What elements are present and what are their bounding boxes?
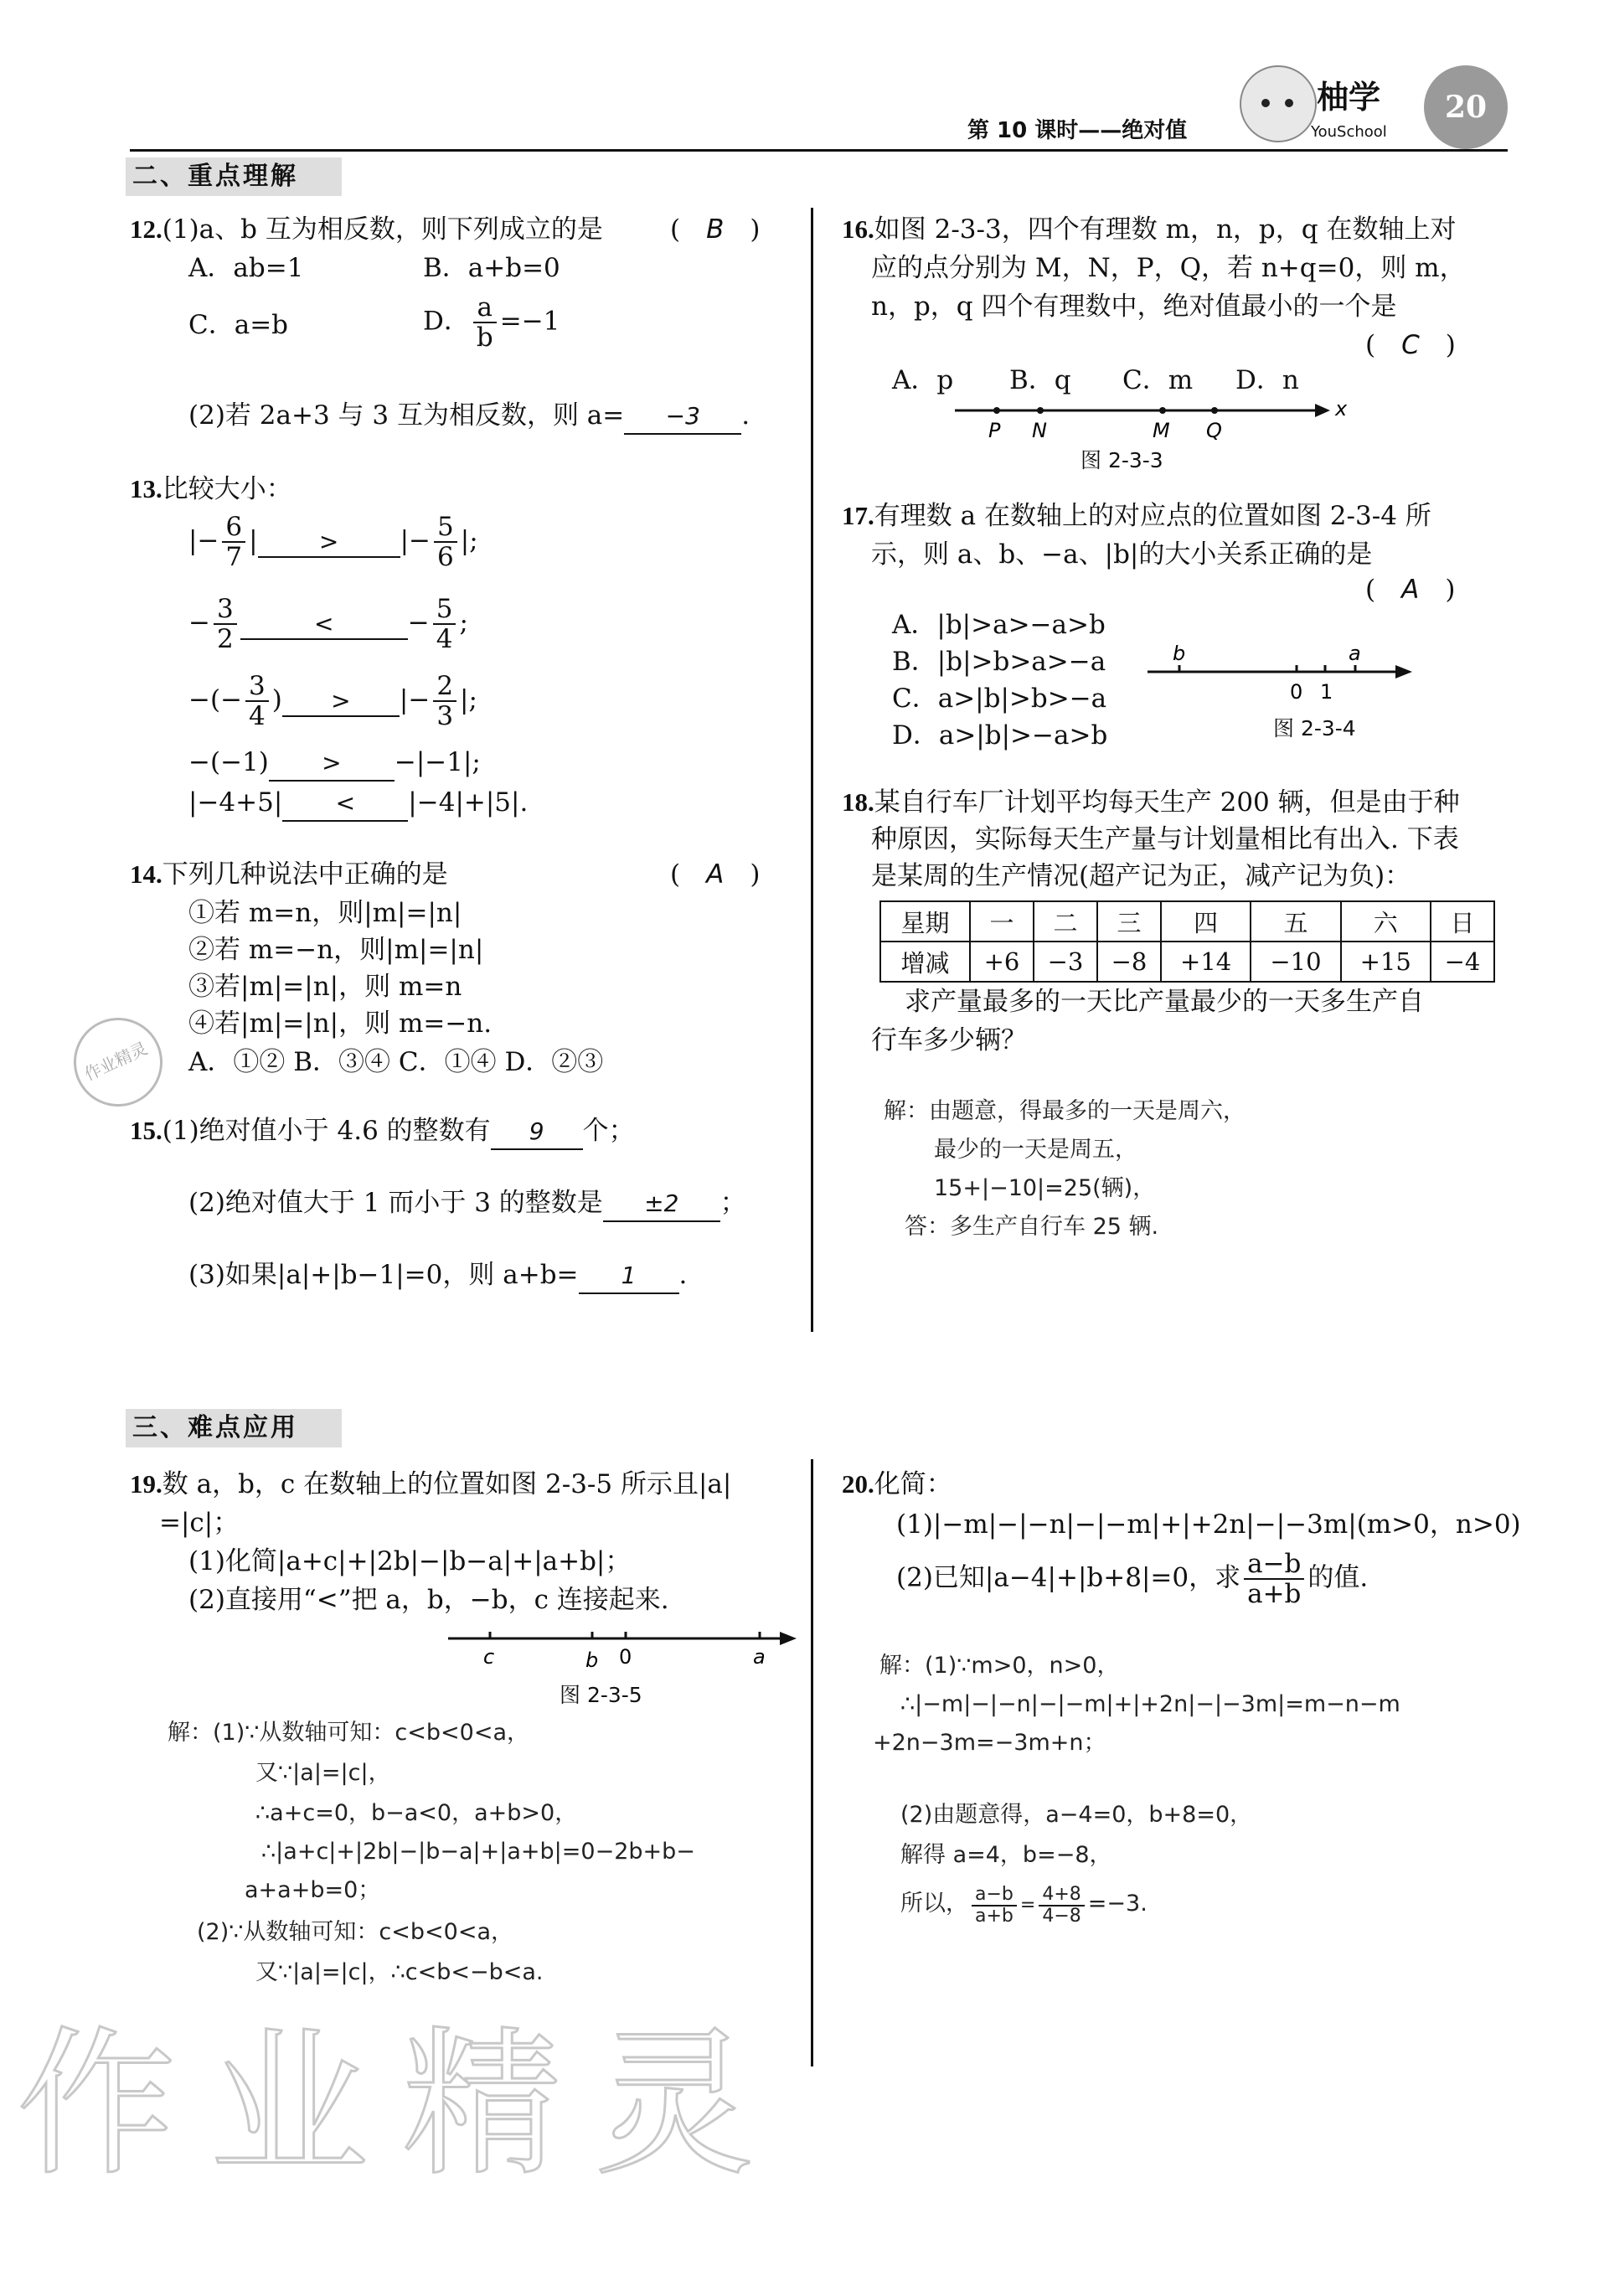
table-header-cell: 一 <box>970 901 1034 942</box>
table-header-row <box>880 901 1494 942</box>
fig234-label-0: 0 <box>1290 680 1303 704</box>
q14-stem: 14.下列几种说法中正确的是 <box>130 859 448 890</box>
table-cell: +6 <box>970 942 1034 982</box>
q19-solution-7: 又∵|a|=|c|，∴c<b<−b<a. <box>255 1959 544 1985</box>
table-cell: −10 <box>1251 942 1340 982</box>
q15-part3: (3)如果|a|+|b−1|=0，则 a+b= 1 . <box>188 1258 687 1294</box>
q14-options: A．①② B．③④ C．①④ D．②③ <box>188 1047 604 1077</box>
fig233-point-m <box>1159 407 1166 414</box>
q19-solution-5: a+a+b=0； <box>245 1877 381 1903</box>
q19-line4: (2)直接用“<”把 a，b，−b，c 连接起来. <box>188 1585 669 1615</box>
q15-part1: 15.(1)绝对值小于 4.6 的整数有 9 个； <box>130 1114 635 1150</box>
table-header-cell: 星期 <box>880 901 970 942</box>
q14-statement-3: ③若|m|=|n|，则 m=n <box>188 972 462 1002</box>
q19-line1: 19.数 a，b，c 在数轴上的位置如图 2-3-5 所示且|a| <box>130 1469 732 1499</box>
q13-stem: 13.比较大小： <box>130 474 292 504</box>
q18-solution-4: 答：多生产自行车 25 辆. <box>905 1214 1159 1240</box>
q20-solution-1: 解：(1)∵m>0，n>0， <box>879 1653 1120 1679</box>
q17-answer-paren: ( A ) <box>1365 575 1456 605</box>
figure-2-3-4-caption: 图 2-3-4 <box>1273 716 1356 740</box>
q19-solution-4: ∴|a+c|+|2b|−|b−a|+|a+b|=0−2b+b− <box>261 1839 695 1865</box>
stamp-text: 作业精灵 <box>81 1038 151 1085</box>
section-header-3: 三、难点应用 <box>126 1409 342 1447</box>
q19-solution-1: 解：(1)∵从数轴可知：c<b<0<a， <box>168 1720 529 1746</box>
q20-stem: 20.化简： <box>842 1469 952 1499</box>
q14-statement-2: ②若 m=−n，则|m|=|n| <box>188 935 484 965</box>
q13-row3: −(− $\frac{3}{4}$ ) > |− $\frac{2}{3}$ |; <box>188 671 477 731</box>
q16-line2: 应的点分别为 M，N，P，Q，若 n+q=0，则 m， <box>871 253 1466 283</box>
page-number: 20 <box>1444 90 1488 125</box>
q18-line2: 种原因，实际每天生产量与计划量相比有出入. 下表 <box>871 824 1459 854</box>
q17-line1: 17.有理数 a 在数轴上的对应点的位置如图 2-3-4 所 <box>842 501 1431 531</box>
q20-solution-2: ∴|−m|−|−n|−|−m|+|+2n|−|−3m|=m−n−m <box>900 1691 1400 1717</box>
q12-option-d: D． $\frac{a}{b}$ =−1 <box>423 292 560 353</box>
q13-row2: − $\frac{3}{2}$ < − $\frac{5}{4}$ ; <box>188 594 468 654</box>
q18-line1: 18.某自行车厂计划平均每天生产 200 辆，但是由于种 <box>842 787 1460 818</box>
q16-option-b: B．q <box>1009 365 1071 395</box>
q19-line3: (1)化简|a+c|+|2b|−|b−a|+|a+b|； <box>188 1546 632 1576</box>
q17-option-c: C．a>|b|>b>−a <box>892 684 1107 714</box>
lesson-title: 第 10 课时——绝对值 <box>967 118 1188 143</box>
q12-option-b: B．a+b=0 <box>423 253 560 283</box>
q18-line3: 是某周的生产情况(超产记为正，减产记为负)： <box>871 861 1411 891</box>
q18-line4: 求产量最多的一天比产量最少的一天多生产自 <box>905 987 1424 1017</box>
fig235-label-a: a <box>753 1645 766 1669</box>
fig233-label-n: N <box>1032 419 1047 442</box>
fig234-arrow <box>1395 665 1412 678</box>
table-cell: −8 <box>1097 942 1161 982</box>
q19-solution-3: ∴a+c=0，b−a<0，a+b>0， <box>255 1800 578 1826</box>
figure-2-3-5-caption: 图 2-3-5 <box>560 1683 642 1707</box>
figure-2-3-4 <box>1139 645 1424 708</box>
q20-solution-4: (2)由题意得，a−4=0，b+8=0， <box>900 1802 1253 1828</box>
table-header-cell: 日 <box>1431 901 1494 942</box>
table-cell: +15 <box>1341 942 1431 982</box>
fig235-arrow <box>780 1632 797 1645</box>
q12-option-a: A．ab=1 <box>188 253 304 283</box>
q17-line2: 示，则 a、b、−a、|b|的大小关系正确的是 <box>871 539 1373 570</box>
fig234-label-b: b <box>1173 645 1186 665</box>
q17-option-d: D．a>|b|>−a>b <box>892 720 1108 751</box>
fig234-label-a: a <box>1349 645 1361 665</box>
column-divider-1 <box>811 208 813 1332</box>
fig235-label-0: 0 <box>619 1645 632 1669</box>
q14-statement-4: ④若|m|=|n|，则 m=−n. <box>188 1009 493 1039</box>
q12-option-c: C．a=b <box>188 310 289 340</box>
table-header-cell: 六 <box>1341 901 1431 942</box>
fig235-label-c: c <box>483 1645 495 1669</box>
q18-solution-1: 解：由题意，得最多的一天是周六， <box>884 1098 1246 1124</box>
table-header-cell: 五 <box>1251 901 1340 942</box>
q20-solution-6: 所以， $\frac{a-b}{a+b}$ = $\frac{4+8}{4-8}$ =−3. <box>900 1884 1148 1927</box>
fig233-axis-label: x <box>1335 397 1348 421</box>
watermark: 作业精灵 <box>17 2012 788 2197</box>
fig233-label-q: Q <box>1206 419 1222 442</box>
table-header-cell: 二 <box>1034 901 1097 942</box>
q16-line3: n，p，q 四个有理数中，绝对值最小的一个是 <box>871 292 1397 322</box>
fig233-point-p <box>993 407 1000 414</box>
q19-line2: =|c|； <box>159 1508 240 1538</box>
fig233-label-p: P <box>988 419 1001 442</box>
q13-row4: −(−1) > −|−1|; <box>188 746 481 782</box>
q14-answer-paren: ( A ) <box>670 859 761 890</box>
q15-part2: (2)绝对值大于 1 而小于 3 的整数是 ±2 ； <box>188 1186 746 1222</box>
table-header-cell: 三 <box>1097 901 1161 942</box>
q16-option-a: A．p <box>892 365 954 395</box>
q18-line5: 行车多少辆？ <box>871 1025 1027 1055</box>
fig233-point-q <box>1211 407 1218 414</box>
q17-option-a: A．|b|>a>−a>b <box>892 610 1106 640</box>
q16-answer-paren: ( C ) <box>1365 330 1456 360</box>
section-header-2: 二、重点理解 <box>126 157 342 196</box>
q19-solution-2: 又∵|a|=|c|， <box>255 1760 391 1786</box>
q18-solution-2: 最少的一天是周五， <box>934 1137 1137 1163</box>
fig233-label-m: M <box>1153 419 1170 442</box>
header-rule <box>130 149 1508 152</box>
figure-2-3-5 <box>440 1625 808 1675</box>
q16-option-d: D．n <box>1235 365 1299 395</box>
table-row <box>880 942 1494 982</box>
table-cell: −4 <box>1431 942 1494 982</box>
mascot-eye-left <box>1261 99 1270 107</box>
q12-part2: (2)若 2a+3 与 3 互为相反数，则 a= −3 . <box>188 399 750 435</box>
table-cell: +14 <box>1161 942 1251 982</box>
fig233-arrow <box>1315 404 1330 417</box>
production-table <box>879 900 1495 983</box>
brand-name: 柚学 <box>1317 79 1381 116</box>
stamp <box>59 1004 178 1122</box>
q19-solution-6: (2)∵从数轴可知：c<b<0<a， <box>197 1919 513 1945</box>
q16-line1: 16.如图 2-3-3，四个有理数 m，n，p，q 在数轴上对 <box>842 214 1457 245</box>
q16-option-c: C．m <box>1122 365 1194 395</box>
q12-answer-paren: ( B ) <box>670 214 761 245</box>
q18-solution-3: 15+|−10|=25(辆)， <box>934 1175 1156 1201</box>
q13-row1: |− $\frac{6}{7}$ | > |− $\frac{5}{6}$ |; <box>188 512 478 572</box>
table-cell: 增减 <box>880 942 970 982</box>
mascot-eye-right <box>1285 99 1293 107</box>
q20-part1: (1)|−m|−|−n|−|−m|+|+2n|−|−3m|(m>0，n>0) <box>896 1509 1521 1540</box>
q17-option-b: B．|b|>b>a>−a <box>892 647 1106 677</box>
brand-mascot <box>1240 65 1317 142</box>
fig233-point-n <box>1037 407 1044 414</box>
q20-solution-5: 解得 a=4，b=−8， <box>900 1842 1112 1868</box>
fig234-label-1: 1 <box>1320 680 1333 704</box>
q20-solution-3: +2n−3m=−3m+n； <box>873 1730 1106 1756</box>
figure-2-3-3-caption: 图 2-3-3 <box>1081 448 1163 472</box>
q12-stem: 12.(1)a、b 互为相反数，则下列成立的是 <box>130 214 603 245</box>
q13-row5: |−4+5| < |−4|+|5|. <box>188 786 528 822</box>
table-cell: −3 <box>1034 942 1097 982</box>
column-divider-2 <box>811 1459 813 2066</box>
fig235-label-b: b <box>585 1648 599 1672</box>
page-number-badge <box>1424 65 1508 149</box>
q14-statement-1: ①若 m=n，则|m|=|n| <box>188 898 462 928</box>
q20-part2: (2)已知|a−4|+|b+8|=0，求 $\frac{a-b}{a+b}$ 的值. <box>896 1549 1369 1609</box>
table-header-cell: 四 <box>1161 901 1251 942</box>
brand-sub: YouSchool <box>1311 123 1387 141</box>
